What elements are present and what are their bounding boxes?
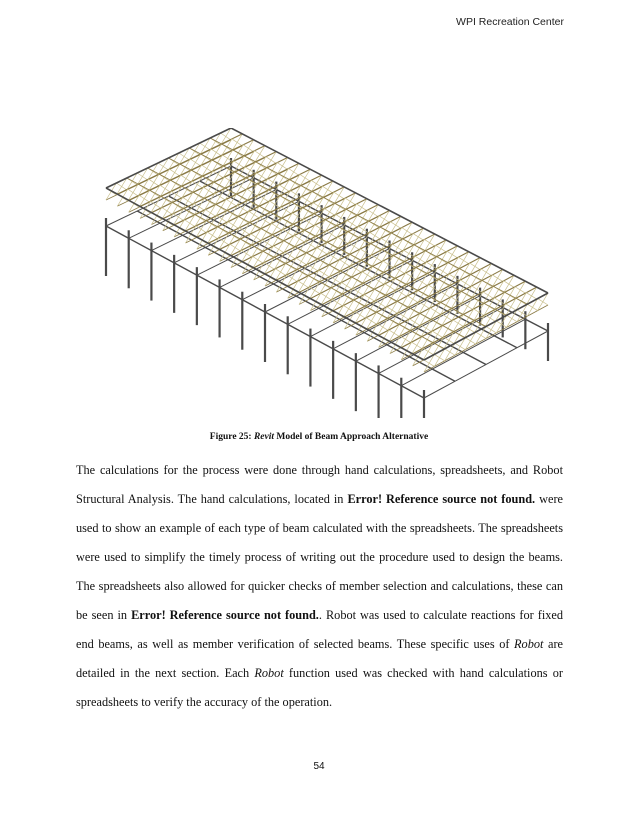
caption-prefix: Figure 25: [209,432,254,442]
robot-term-1: Robot [514,637,544,651]
caption-italic: Revit [253,432,275,442]
body-text-5: function used was checked with hand calculations or spreadsheets to verify the accuracy of the operation. [76,666,563,709]
reference-error-2: Error! Reference source not found. [131,608,319,622]
running-header: WPI Recreation Center [456,16,564,28]
body-text-3: . Robot was used to calculate reactions for fixed end beams, as well as member verification of selected beams. These specific uses of [76,608,564,651]
body-paragraph [76,456,563,717]
body-text-2: were used to show an example of each type of beam calculated with the spreadsheets. The spreadsheets were used to simplify the timely process of writing out the procedure used to design the beams. The spreadsheets also allowed for quicker checks of member selection and calculations, these can be seen in [76,492,563,622]
body-text-1: The calculations for the process were done through hand calculations, spreadsheets, and Robot Structural Analysis. The hand calculations, located in [76,463,563,506]
page-number: 54 [313,761,325,772]
robot-term-2: Robot [254,666,284,680]
body-text-4: are detailed in the next section. Each [76,637,563,680]
revit-model-figure [96,128,558,418]
caption-rest: Model of Beam Approach Alternative [274,432,429,442]
figure-caption [0,432,638,442]
reference-error-1: Error! Reference source not found. [347,492,536,506]
